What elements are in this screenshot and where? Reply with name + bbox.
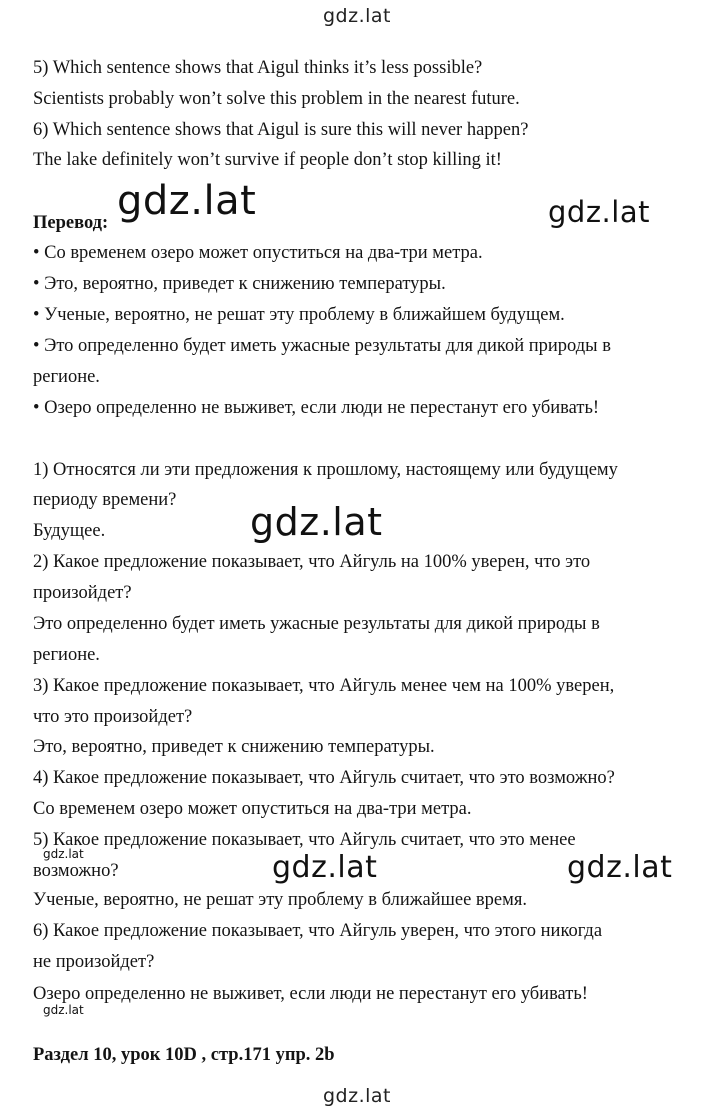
small-watermark-left-2: gdz.lat	[43, 1003, 84, 1017]
small-watermark-left-1: gdz.lat	[43, 847, 84, 861]
qa-line-10: Это, вероятно, приведет к снижению температуры.	[33, 737, 435, 757]
qa-line-1: 1) Относятся ли эти предложения к прошлому, настоящему или будущему	[33, 460, 618, 480]
header-watermark: gdz.lat	[323, 5, 392, 27]
qa-line-4: 2) Какое предложение показывает, что Айгуль на 100% уверен, что это	[33, 552, 591, 572]
qa-line-9: что это произойдет?	[33, 707, 193, 727]
translation-bullet-3: • Ученые, вероятно, не решат эту проблему в ближайшем будущем.	[33, 305, 565, 325]
qa-line-11: 4) Какое предложение показывает, что Айгуль считает, что это возможно?	[33, 768, 615, 788]
qa-line-2: периоду времени?	[33, 490, 177, 510]
mid-watermark-center: gdz.lat	[272, 850, 378, 885]
qa-line-5: произойдет?	[33, 583, 132, 603]
qa-line-13: 5) Какое предложение показывает, что Айгуль считает, что это менее	[33, 830, 576, 850]
english-a6: The lake definitely won’t survive if people don’t stop killing it!	[33, 150, 502, 170]
center-watermark-large: gdz.lat	[250, 500, 383, 544]
translation-bullet-5: • Озеро определенно не выживет, если люди не перестанут его убивать!	[33, 398, 600, 418]
qa-line-18: Озеро определенно не выживет, если люди не перестанут его убивать!	[33, 984, 588, 1004]
qa-line-14: возможно?	[33, 861, 119, 881]
english-q6: 6) Which sentence shows that Aigul is sure this will never happen?	[33, 120, 529, 140]
translation-bullet-4-cont: регионе.	[33, 367, 100, 387]
translation-watermark-large: gdz.lat	[117, 178, 257, 224]
footer-watermark: gdz.lat	[323, 1085, 392, 1107]
english-a5: Scientists probably won’t solve this problem in the nearest future.	[33, 89, 520, 109]
english-q5: 5) Which sentence shows that Aigul thinks it’s less possible?	[33, 58, 483, 78]
translation-bullet-2: • Это, вероятно, приведет к снижению температуры.	[33, 274, 446, 294]
section-footer: Раздел 10, урок 10D , стр.171 упр. 2b	[33, 1045, 335, 1065]
qa-line-8: 3) Какое предложение показывает, что Айгуль менее чем на 100% уверен,	[33, 676, 615, 696]
translation-bullet-1: • Со временем озеро может опуститься на два-три метра.	[33, 243, 483, 263]
qa-line-15: Ученые, вероятно, не решат эту проблему в ближайшее время.	[33, 890, 527, 910]
qa-line-6: Это определенно будет иметь ужасные результаты для дикой природы в	[33, 614, 600, 634]
qa-line-7: регионе.	[33, 645, 100, 665]
translation-bullet-4: • Это определенно будет иметь ужасные результаты для дикой природы в	[33, 336, 611, 356]
translation-heading: Перевод:	[33, 213, 109, 233]
translation-watermark-right: gdz.lat	[548, 195, 650, 229]
qa-line-17: не произойдет?	[33, 952, 155, 972]
mid-watermark-right: gdz.lat	[567, 850, 673, 885]
qa-line-12: Со временем озеро может опуститься на два-три метра.	[33, 799, 472, 819]
qa-line-16: 6) Какое предложение показывает, что Айгуль уверен, что этого никогда	[33, 921, 603, 941]
qa-line-3: Будущее.	[33, 521, 106, 541]
